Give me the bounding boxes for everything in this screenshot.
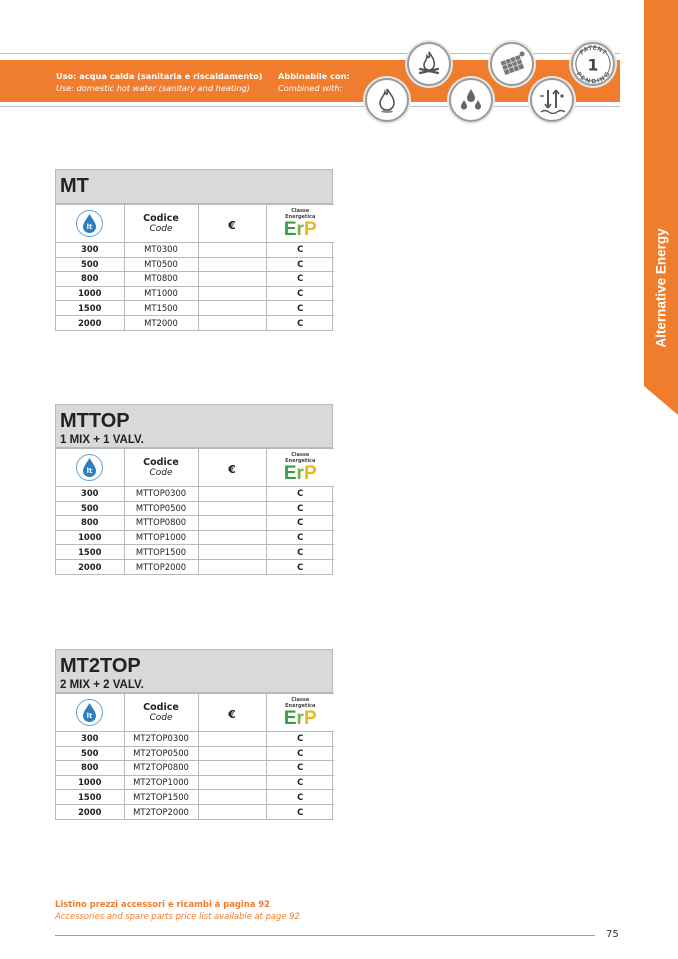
erp-logo: ErP bbox=[283, 218, 317, 240]
capacity-cell: 1000 bbox=[56, 286, 124, 301]
capacity-cell: 1500 bbox=[56, 545, 124, 560]
product-table-mttop bbox=[55, 404, 333, 575]
price-cell bbox=[198, 545, 266, 560]
code-cell: MTTOP2000 bbox=[124, 559, 198, 574]
page-number: 75 bbox=[606, 929, 619, 940]
energy-class-label-2: Energetica bbox=[285, 702, 316, 709]
euro-symbol: € bbox=[228, 463, 236, 476]
price-cell bbox=[198, 732, 266, 747]
code-header-it: Codice bbox=[143, 456, 179, 468]
patent-number: 1 bbox=[587, 55, 599, 75]
gas-flame-icon bbox=[365, 78, 409, 122]
euro-symbol: € bbox=[228, 708, 236, 721]
usage-description bbox=[56, 70, 262, 94]
solar-panel-icon bbox=[490, 42, 534, 86]
product-title: MT bbox=[60, 175, 89, 197]
header-rule-bottom bbox=[0, 106, 620, 107]
capacity-cell: 2000 bbox=[56, 559, 124, 574]
code-cell: MT1500 bbox=[124, 301, 198, 316]
code-cell: MTTOP1500 bbox=[124, 545, 198, 560]
heat-pump-drops-icon bbox=[449, 78, 493, 122]
water-drop-liters-icon bbox=[76, 454, 103, 481]
code-header bbox=[124, 205, 198, 243]
code-header-it: Codice bbox=[143, 701, 179, 713]
price-cell bbox=[198, 301, 266, 316]
price-cell bbox=[198, 559, 266, 574]
energy-class-cell: C bbox=[266, 746, 334, 761]
energy-class-cell: C bbox=[266, 272, 334, 287]
price-cell bbox=[198, 804, 266, 819]
energy-class-label: Classe bbox=[291, 207, 310, 214]
patent-text-top: PATENT bbox=[578, 44, 608, 57]
water-drop-liters-icon bbox=[76, 699, 103, 726]
code-cell: MT1000 bbox=[124, 286, 198, 301]
capacity-cell: 2000 bbox=[56, 804, 124, 819]
energy-class-cell: C bbox=[266, 804, 334, 819]
price-cell bbox=[198, 315, 266, 330]
erp-logo: ErP bbox=[283, 707, 317, 729]
energy-class-cell: C bbox=[266, 790, 334, 805]
price-cell bbox=[198, 516, 266, 531]
table-row bbox=[56, 487, 334, 502]
liters-label: lt bbox=[86, 467, 93, 475]
code-cell: MT2TOP1500 bbox=[124, 790, 198, 805]
energy-class-cell: C bbox=[266, 487, 334, 502]
code-header bbox=[124, 694, 198, 732]
water-drop-liters-icon bbox=[76, 210, 103, 237]
energy-class-cell: C bbox=[266, 286, 334, 301]
code-cell: MT2TOP0500 bbox=[124, 746, 198, 761]
price-cell bbox=[198, 286, 266, 301]
energy-class-label: Classe bbox=[291, 451, 310, 458]
footer-note-italian: Listino prezzi accessori e ricambi a pagina 92 bbox=[55, 899, 270, 909]
product-header bbox=[56, 170, 332, 204]
footer-note-english: Accessories and spare parts price list available at page 92 bbox=[55, 911, 300, 921]
capacity-cell: 1500 bbox=[56, 301, 124, 316]
capacity-cell: 1500 bbox=[56, 790, 124, 805]
energy-class-label-2: Energetica bbox=[285, 457, 316, 464]
price-cell bbox=[198, 775, 266, 790]
capacity-cell: 500 bbox=[56, 501, 124, 516]
footer-rule bbox=[55, 935, 595, 936]
code-cell: MTTOP1000 bbox=[124, 530, 198, 545]
product-spec-table bbox=[56, 448, 334, 574]
table-row bbox=[56, 516, 334, 531]
price-header bbox=[198, 449, 266, 487]
table-row bbox=[56, 746, 334, 761]
capacity-cell: 500 bbox=[56, 257, 124, 272]
code-cell: MT2TOP0800 bbox=[124, 761, 198, 776]
table-row bbox=[56, 315, 334, 330]
table-row bbox=[56, 545, 334, 560]
price-cell bbox=[198, 761, 266, 776]
capacity-header bbox=[56, 449, 124, 487]
price-cell bbox=[198, 790, 266, 805]
table-row bbox=[56, 790, 334, 805]
energy-class-cell: C bbox=[266, 775, 334, 790]
energy-class-cell: C bbox=[266, 301, 334, 316]
energy-class-cell: C bbox=[266, 732, 334, 747]
product-table-mt bbox=[55, 169, 333, 331]
price-header bbox=[198, 694, 266, 732]
patent-pending-badge bbox=[571, 42, 615, 86]
energy-class-cell: C bbox=[266, 243, 334, 258]
code-cell: MT2TOP1000 bbox=[124, 775, 198, 790]
code-cell: MT2TOP0300 bbox=[124, 732, 198, 747]
energy-class-header bbox=[266, 205, 334, 243]
table-row bbox=[56, 761, 334, 776]
code-header-en: Code bbox=[149, 712, 173, 723]
usage-english: Use: domestic hot water (sanitary and heating) bbox=[56, 83, 250, 93]
table-row bbox=[56, 732, 334, 747]
energy-class-cell: C bbox=[266, 559, 334, 574]
erp-logo: ErP bbox=[283, 462, 317, 484]
table-row bbox=[56, 501, 334, 516]
code-header-it: Codice bbox=[143, 212, 179, 224]
capacity-cell: 2000 bbox=[56, 315, 124, 330]
code-header bbox=[124, 449, 198, 487]
section-side-tab bbox=[644, 0, 678, 415]
liters-label: lt bbox=[86, 712, 93, 720]
price-cell bbox=[198, 257, 266, 272]
code-cell: MT0500 bbox=[124, 257, 198, 272]
euro-symbol: € bbox=[228, 219, 236, 232]
price-cell bbox=[198, 501, 266, 516]
product-subtitle: 2 MIX + 2 VALV. bbox=[60, 679, 144, 691]
table-row bbox=[56, 559, 334, 574]
code-cell: MT0800 bbox=[124, 272, 198, 287]
capacity-cell: 300 bbox=[56, 243, 124, 258]
section-label: Alternative Energy bbox=[653, 228, 669, 348]
product-subtitle: 1 MIX + 1 VALV. bbox=[60, 434, 144, 446]
energy-class-cell: C bbox=[266, 545, 334, 560]
capacity-cell: 800 bbox=[56, 272, 124, 287]
table-row bbox=[56, 301, 334, 316]
price-header bbox=[198, 205, 266, 243]
capacity-cell: 300 bbox=[56, 732, 124, 747]
price-cell bbox=[198, 243, 266, 258]
table-row bbox=[56, 257, 334, 272]
code-cell: MT2TOP2000 bbox=[124, 804, 198, 819]
code-cell: MTTOP0300 bbox=[124, 487, 198, 502]
energy-class-label-2: Energetica bbox=[285, 213, 316, 220]
energy-class-cell: C bbox=[266, 516, 334, 531]
price-cell bbox=[198, 530, 266, 545]
usage-italian: Uso: acqua calda (sanitaria e riscaldamento) bbox=[56, 71, 263, 81]
combined-english: Combined with: bbox=[278, 83, 343, 93]
heat-exchange-icon bbox=[530, 78, 574, 122]
product-title: MTTOP bbox=[60, 410, 130, 432]
energy-class-header bbox=[266, 449, 334, 487]
product-spec-table bbox=[56, 693, 334, 819]
liters-label: lt bbox=[86, 223, 93, 231]
product-table-mt2top bbox=[55, 649, 333, 820]
energy-class-cell: C bbox=[266, 530, 334, 545]
capacity-cell: 1000 bbox=[56, 775, 124, 790]
product-header bbox=[56, 650, 332, 693]
product-spec-table bbox=[56, 204, 334, 330]
code-cell: MTTOP0800 bbox=[124, 516, 198, 531]
product-title: MT2TOP bbox=[60, 655, 141, 677]
capacity-cell: 300 bbox=[56, 487, 124, 502]
price-cell bbox=[198, 272, 266, 287]
code-header-en: Code bbox=[149, 223, 173, 234]
patent-text-bottom: PENDING bbox=[574, 70, 612, 84]
table-row bbox=[56, 286, 334, 301]
combined-italian: Abbinabile con: bbox=[278, 71, 350, 81]
wood-fire-icon bbox=[407, 42, 451, 86]
capacity-cell: 500 bbox=[56, 746, 124, 761]
capacity-header bbox=[56, 205, 124, 243]
table-row bbox=[56, 804, 334, 819]
table-row bbox=[56, 243, 334, 258]
capacity-cell: 800 bbox=[56, 761, 124, 776]
capacity-header bbox=[56, 694, 124, 732]
table-row bbox=[56, 775, 334, 790]
code-cell: MT0300 bbox=[124, 243, 198, 258]
energy-class-cell: C bbox=[266, 315, 334, 330]
capacity-cell: 1000 bbox=[56, 530, 124, 545]
code-header-en: Code bbox=[149, 467, 173, 478]
price-cell bbox=[198, 746, 266, 761]
price-cell bbox=[198, 487, 266, 502]
energy-class-cell: C bbox=[266, 257, 334, 272]
code-cell: MTTOP0500 bbox=[124, 501, 198, 516]
energy-class-cell: C bbox=[266, 761, 334, 776]
code-cell: MT2000 bbox=[124, 315, 198, 330]
table-row bbox=[56, 272, 334, 287]
energy-class-label: Classe bbox=[291, 696, 310, 703]
combination-description bbox=[278, 70, 350, 94]
energy-class-header bbox=[266, 694, 334, 732]
product-header bbox=[56, 405, 332, 448]
capacity-cell: 800 bbox=[56, 516, 124, 531]
table-row bbox=[56, 530, 334, 545]
energy-class-cell: C bbox=[266, 501, 334, 516]
